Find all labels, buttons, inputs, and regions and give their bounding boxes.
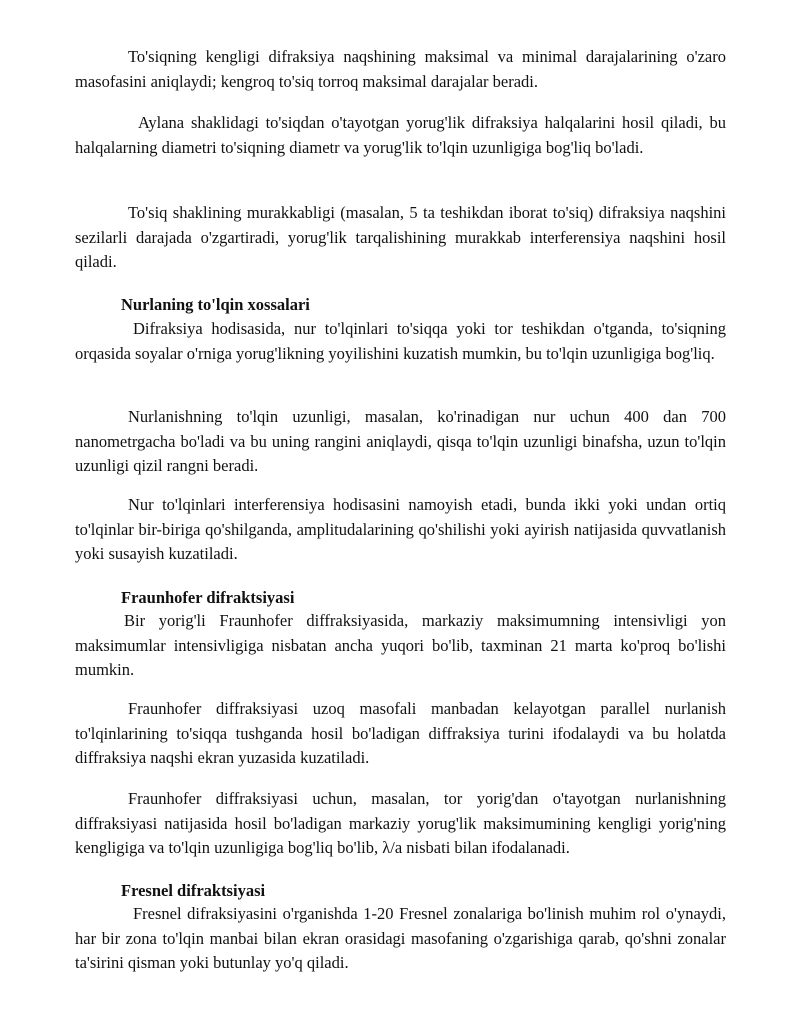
paragraph: Aylana shaklidagi to'siqdan o'tayotgan yorug'lik difraksiya halqalarini hosil qiladi, bu halqalarning diametri to'siqning diametr va yorug'lik to'lqin uzunligiga bog'liq bo'ladi.	[75, 113, 726, 157]
paragraph: Nurlanishning to'lqin uzunligi, masalan, ko'rinadigan nur uchun 400 dan 700 nanometrgacha bo'ladi va bu uning rangini aniqlaydi, qisqa to'lqin uzunligi binafsha, uzun to'lqin uzunligi qizil rangni beradi.	[75, 407, 726, 475]
section-heading: Fraunhofer difraktsiyasi	[121, 588, 295, 607]
paragraph: Fraunhofer diffraksiyasi uzoq masofali manbadan kelayotgan parallel nurlanish to'lqinlarining to'siqqa tushganda hosil bo'ladigan diffraksiya turini ifodalaydi va bu holatda diffraksiya naqshi ekran yuzasida kuzatiladi.	[75, 699, 726, 767]
paragraph: Bir yorig'li Fraunhofer diffraksiyasida, markaziy maksimumning intensivligi yon maksimumlar intensivligiga nisbatan ancha yuqori bo'lib, taxminan 21 marta ko'proq bo'lishi mumkin.	[75, 611, 726, 679]
section-heading: Fresnel difraktsiyasi	[121, 881, 266, 900]
paragraph: Fraunhofer diffraksiyasi uchun, masalan, tor yorig'dan o'tayotgan nurlanishning diffraksiyasi natijasida hosil bo'ladigan markaziy yorug'lik maksimumining kengligi yorig'ning kengligiga va to'lqin uzunligiga bog'liq bo'lib, λ/a nisbati bilan ifodalanadi.	[75, 789, 726, 857]
paragraph: To'siqning kengligi difraksiya naqshining maksimal va minimal darajalarining o'zaro masofasini aniqlaydi; kengroq to'siq torroq maksimal darajalar beradi.	[75, 47, 726, 91]
paragraph: Fresnel difraksiyasini o'rganishda 1-20 Fresnel zonalariga bo'linish muhim rol o'ynaydi, har bir zona to'lqin manbai bilan ekran orasidagi masofaning o'zgarishiga qarab, qo'shni zonalar ta'sirini qisman yoki butunlay yo'q qiladi.	[75, 904, 726, 972]
section-heading: Nurlaning to'lqin xossalari	[121, 295, 310, 314]
paragraph: Nur to'lqinlari interferensiya hodisasini namoyish etadi, bunda ikki yoki undan ortiq to'lqinlar bir-biriga qo'shilganda, amplitudalarining qo'shilishi yoki ayirish natijasida quvvatlanish yoki susayish kuzatiladi.	[75, 495, 726, 563]
paragraph: Difraksiya hodisasida, nur to'lqinlari to'siqqa yoki tor teshikdan o'tganda, to'siqning orqasida soyalar o'rniga yorug'likning yoyilishini kuzatish mumkin, bu to'lqin uzunligiga bog'liq.	[75, 319, 726, 363]
paragraph: To'siq shaklining murakkabligi (masalan, 5 ta teshikdan iborat to'siq) difraksiya naqshini sezilarli darajada o'zgartiradi, yorug'lik tarqalishining murakkab interferensiya naqshini hosil qiladi.	[75, 203, 726, 271]
